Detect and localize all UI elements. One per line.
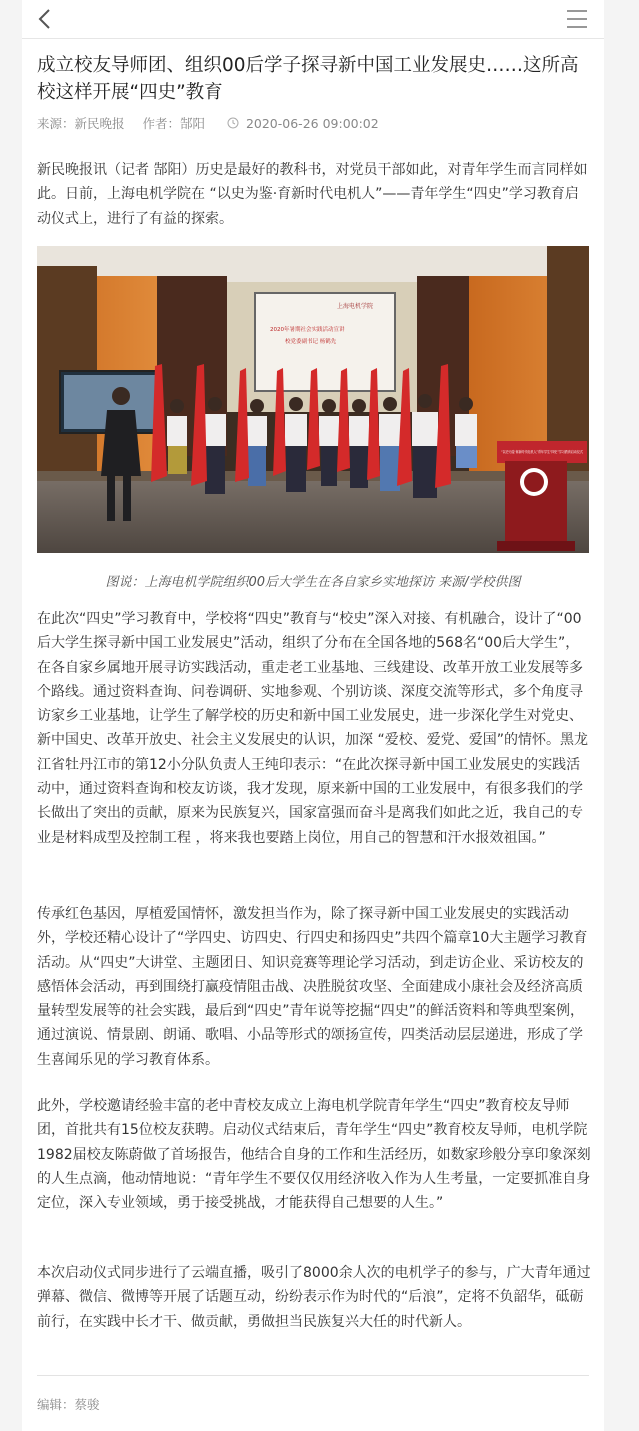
article-meta <box>37 114 597 132</box>
photo-caption: 图说：上海电机学院组织00后大学生在各自家乡实地探访 来源/学校供图 <box>105 575 521 590</box>
article-title: 成立校友导师团、组织00后学子探寻新中国工业发展史……这所高校这样开展“四史”教育 <box>37 55 579 103</box>
body-paragraph-2: 传承红色基因，厚植爱国情怀，激发担当作为，除了探寻新中国工业发展史的实践活动外，学校还精心设计了“学四史、访四史、行四史和扬四史”共四个篇章10大主题学习教育活动。从“四史”大讲堂、主题团日、知识竞赛等理论学习活动，到走访企业、采访校友的感悟体会活动，再到围绕打赢疫情阻击战、决胜脱贫攻坚、全面建成小康社会及经济高质量转型发展等的社会实践，最后到“四史”青年说等挖掘“四史”的鲜活资料和等典型案例，通过演说、情景剧、朗诵、歌唱、小品等形式的颂扬宣传，四类活动层层递进，形成了学生喜闻乐见的学习教育体系。 <box>37 906 588 1068</box>
editor-credit: 编辑：蔡骏 <box>37 1397 100 1412</box>
screen-title-line2: 校党委副书记 杨鹤先 <box>285 339 337 345</box>
article-page <box>22 0 604 1431</box>
clock-icon <box>227 117 239 129</box>
article-author: 作者：郜阳 <box>142 116 205 131</box>
chevron-left-icon[interactable] <box>34 8 56 30</box>
hamburger-menu-icon[interactable] <box>566 9 588 29</box>
article-datetime: 2020-06-26 09:00:02 <box>245 115 379 131</box>
lead-paragraph: 新民晚报讯（记者 郜阳）历史是最好的教科书，对党员干部如此，对青年学生而言同样如此。日前，上海电机学院在 “以史为鉴·育新时代电机人”——青年学生“四史”学习教育启动仪式上，进行了有益的探索。 <box>37 162 588 227</box>
body-paragraph-1: 在此次“四史”学习教育中，学校将“四史”教育与“校史”深入对接、有机融合，设计了“00后大学生探寻新中国工业发展史”活动，组织了分布在全国各地的568名“00后大学生”，在各自家乡属地开展寻访实践活动，重走老工业基地、三线建设、改革开放工业发展等多个路线。通过资料查询、问卷调研、实地参观、个别访谈、深度交流等形式，多个角度寻访家乡工业基地，让学生了解学校的历史和新中国工业发展史，进一步深化学生对党史、新中国史、改革开放史、社会主义发展史的认识，加深 “爱校、爱党、爱国”的情怀。黑龙江省牡丹江市的第12小分队负责人王纯印表示：“在此次探寻新中国工业发展史的实践活动中，通过资料查询和校友访谈，我才发现，原来新中国的工业发展中，有很多我们的学长做出了突出的贡献，原来为民族复兴，国家富强而奋斗是离我们如此之近，我自己的专业是材料成型及控制工程 ，将来我也要踏上岗位，用自己的智慧和汗水报效祖国。” <box>37 611 588 846</box>
screen-title-line1: 2020年暑期社会实践活动宣讲 <box>270 327 345 333</box>
article-source: 来源：新民晚报 <box>37 116 125 131</box>
footer-divider <box>37 1375 589 1376</box>
body-paragraph-3: 此外，学校邀请经验丰富的老中青校友成立上海电机学院青年学生“四史”教育校友导师团，首批共有15位校友获聘。启动仪式结束后，青年学生“四史”教育校友导师，电机学院1982届校友陈蔚做了首场报告，他结合自身的工作和生活经历，如数家珍般分享印象深刻的人生点滴，他动情地说：“青年学生不要仅仅用经济收入作为人生考量，一定要抓准自身定位，深入专业领域，勇于接受挑战，才能获得自己想要的人生。” <box>37 1098 591 1212</box>
top-nav-bar <box>22 0 604 39</box>
screen-logo: 上海电机学院 <box>337 303 374 310</box>
podium-banner: “以史为鉴·育新时代电机人”青年学生“四史”学习教育启动仪式 <box>501 450 583 454</box>
body-paragraph-4: 本次启动仪式同步进行了云端直播，吸引了8000余人次的电机学子的参与，广大青年通过弹幕、微信、微博等开展了话题互动，纷纷表示作为时代的“后浪”，定将不负韶华，砥砺前行，在实践中长才干、做贡献，勇做担当民族复兴大任的时代新人。 <box>37 1265 591 1330</box>
article-photo <box>37 246 589 553</box>
